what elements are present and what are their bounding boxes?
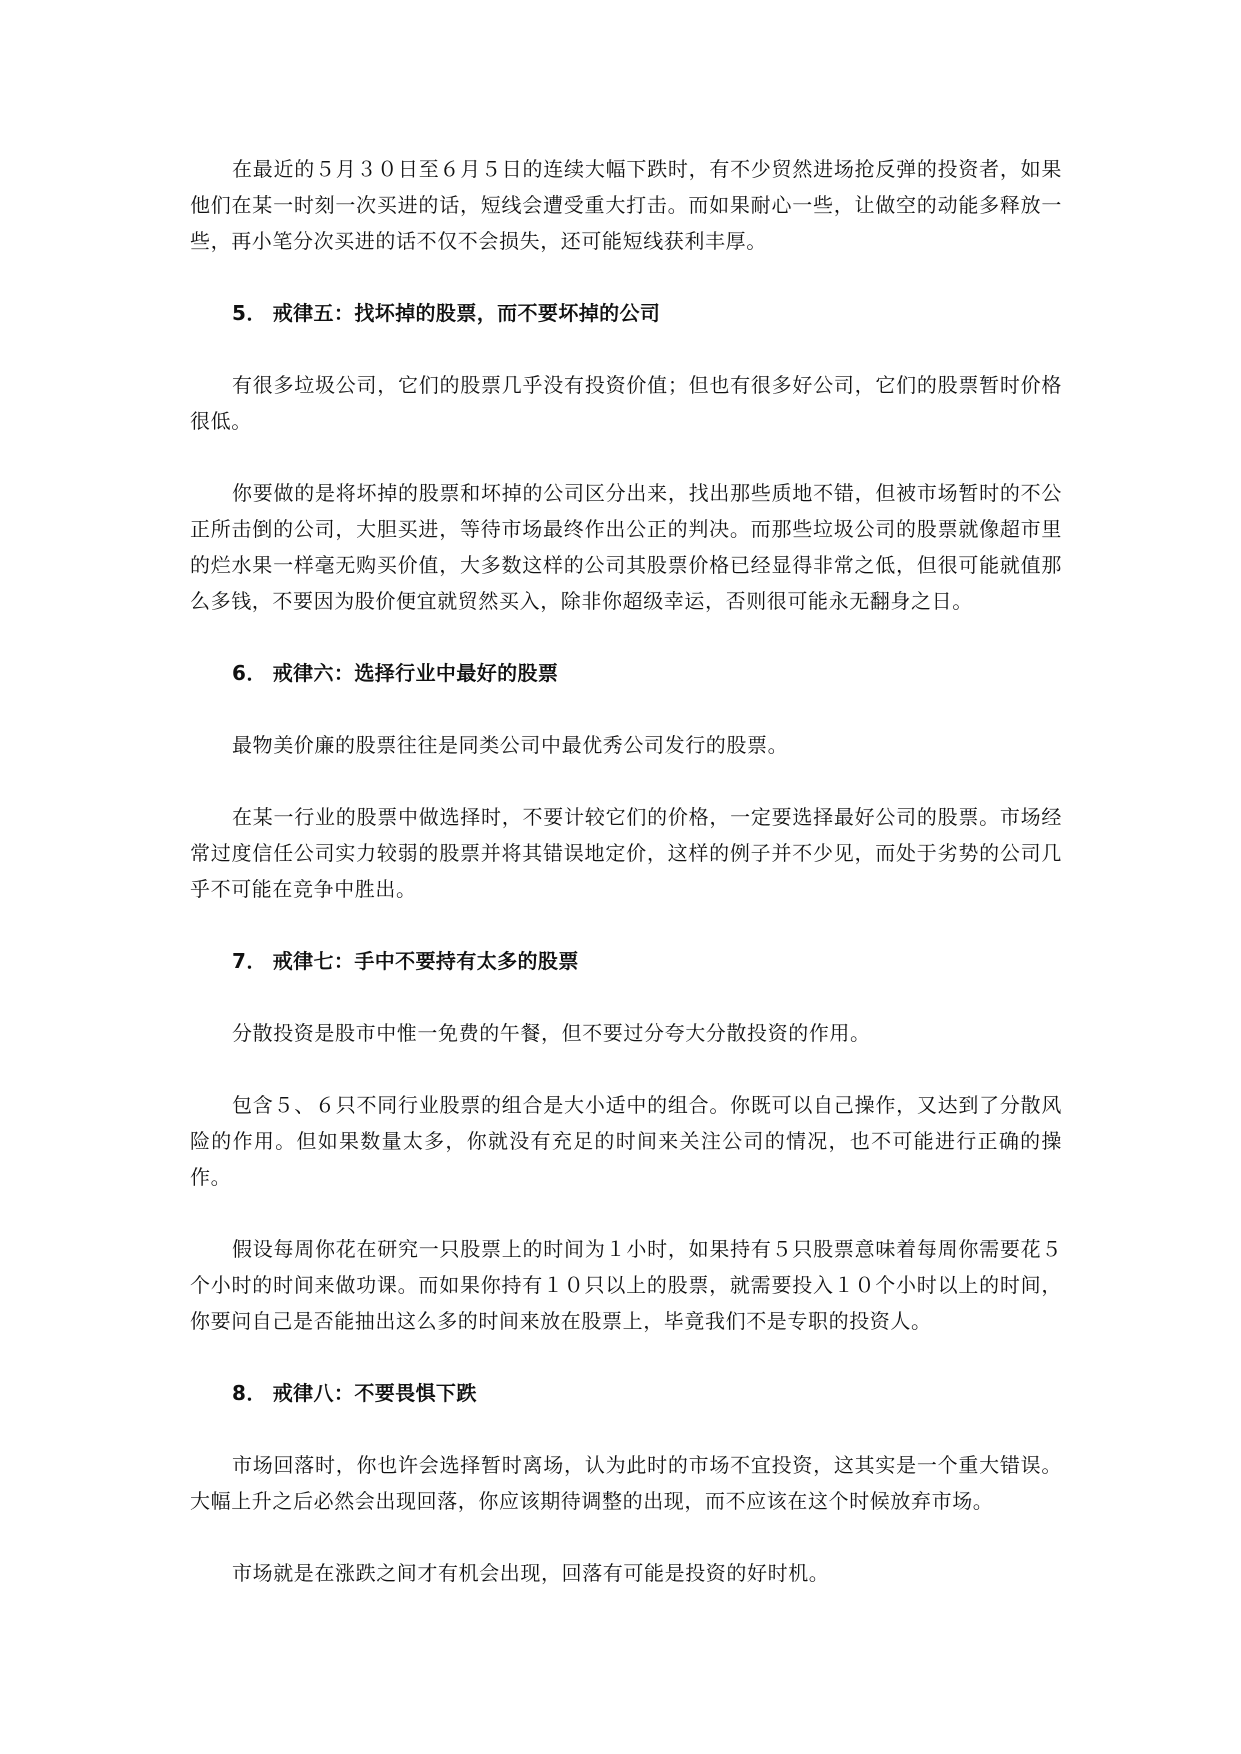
section-title: 戒律八：不要畏惧下跌 [272, 1381, 477, 1405]
paragraph: 有很多垃圾公司，它们的股票几乎没有投资价值；但也有很多好公司，它们的股票暂时价格很低。 [190, 373, 1062, 433]
paragraph: 包含５、６只不同行业股票的组合是大小适中的组合。你既可以自己操作，又达到了分散风险的作用。但如果数量太多，你就没有充足的时间来关注公司的情况，也不可能进行正确的操作。 [190, 1093, 1062, 1189]
paragraph: 在最近的５月３０日至６月５日的连续大幅下跌时，有不少贸然进场抢反弹的投资者，如果他们在某一时刻一次买进的话，短线会遭受重大打击。而如果耐心一些，让做空的动能多释放一些，再小笔分次买进的话不仅不会损失，还可能短线获利丰厚。 [190, 157, 1062, 253]
paragraph: 市场就是在涨跌之间才有机会出现，回落有可能是投资的好时机。 [232, 1561, 830, 1585]
paragraph: 在某一行业的股票中做选择时，不要计较它们的价格，一定要选择最好公司的股票。市场经常过度信任公司实力较弱的股票并将其错误地定价，这样的例子并不少见，而处于劣势的公司几乎不可能在竞争中胜出。 [190, 805, 1062, 901]
section-title: 戒律六：选择行业中最好的股票 [272, 661, 559, 685]
paragraph: 市场回落时，你也许会选择暂时离场，认为此时的市场不宜投资，这其实是一个重大错误。大幅上升之后必然会出现回落，你应该期待调整的出现，而不应该在这个时候放弃市场。 [190, 1453, 1062, 1513]
section-heading [190, 1375, 1062, 1411]
section-title: 戒律五：找坏掉的股票，而不要坏掉的公司 [272, 301, 661, 325]
section-heading [190, 943, 1062, 979]
section-title: 戒律七：手中不要持有太多的股票 [272, 949, 579, 973]
paragraph: 假设每周你花在研究一只股票上的时间为１小时，如果持有５只股票意味着每周你需要花５个小时的时间来做功课。而如果你持有１０只以上的股票，就需要投入１０个小时以上的时间，你要问自己是否能抽出这么多的时间来放在股票上，毕竟我们不是专职的投资人。 [190, 1237, 1062, 1333]
paragraph: 最物美价廉的股票往往是同类公司中最优秀公司发行的股票。 [232, 733, 789, 757]
paragraph: 分散投资是股市中惟一免费的午餐，但不要过分夸大分散投资的作用。 [232, 1021, 871, 1045]
section-number: 6． [232, 661, 267, 685]
section-number: 7． [232, 949, 267, 973]
section-number: 8． [232, 1381, 267, 1405]
section-heading [190, 295, 1062, 331]
document-body [190, 151, 1062, 1627]
section-heading [190, 655, 1062, 691]
paragraph: 你要做的是将坏掉的股票和坏掉的公司区分出来，找出那些质地不错，但被市场暂时的不公正所击倒的公司，大胆买进，等待市场最终作出公正的判决。而那些垃圾公司的股票就像超市里的烂水果一样毫无购买价值，大多数这样的公司其股票价格已经显得非常之低，但很可能就值那么多钱，不要因为股价便宜就贸然买入，除非你超级幸运，否则很可能永无翻身之日。 [190, 481, 1062, 613]
section-number: 5． [232, 301, 267, 325]
